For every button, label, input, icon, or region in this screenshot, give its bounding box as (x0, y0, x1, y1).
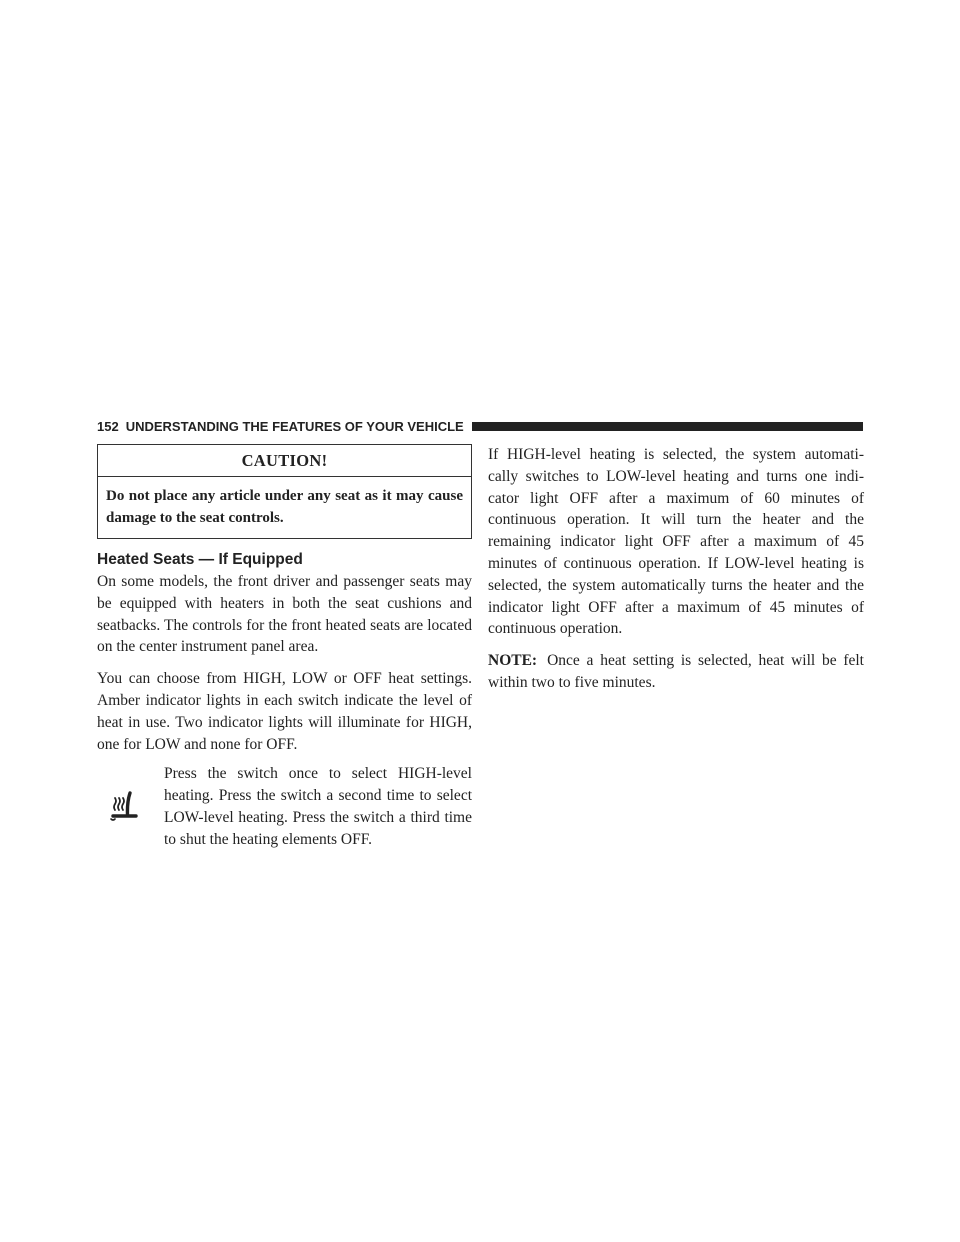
caution-box (97, 444, 472, 539)
caution-body: Do not place any article under any seat as it may cause damage to the seat controls. (106, 488, 463, 526)
switch-instruction-text: Press the switch once to select HIGH-level heating. Press the switch a second time to select LOW-level heating. Press the switch a third time to shut the heating elements OFF. (164, 765, 472, 848)
page-header (97, 418, 863, 434)
caution-title: CAUTION! (98, 445, 471, 477)
heated-seats-paragraph-2: You can choose from HIGH, LOW or OFF heat settings. Amber indicator lights in each switch indicate the level of heat in use. Two indicator lights will illuminate for HIGH, one for LOW and none for OFF. (97, 670, 472, 753)
heated-seats-heading: Heated Seats — If Equipped (97, 551, 303, 568)
heated-seats-paragraph-1: On some models, the front driver and passenger seats may be equipped with heaters in both the seat cushions and seatbacks. The controls for the front heated seats are located on the center instrument panel area. (97, 573, 472, 656)
left-column (97, 444, 472, 851)
heated-seat-icon (97, 777, 164, 837)
header-rule (472, 422, 863, 431)
note-paragraph (488, 650, 864, 694)
section-title: UNDERSTANDING THE FEATURES OF YOUR VEHICLE (125, 418, 464, 434)
note-label: NOTE: (488, 652, 538, 670)
right-column (488, 444, 864, 704)
switch-instruction (97, 763, 472, 850)
right-paragraph-1: If HIGH-level heating is selected, the system automati- cally switches to LOW-level heating and turns one indi- cator light OFF after a maximum of 60 minutes of continuous operation. It will turn the heater and the remaining indicator light OFF after a maximum of 45 minutes of continuous operation. If LOW-level heating is selected, the system automatically turns the heater and the indicator light OFF after a maximum of 45 minutes of continuous operation. (488, 446, 864, 638)
note-text: Once a heat setting is selected, heat will be felt within two to five minutes. (488, 652, 864, 691)
page-number: 152 (97, 418, 119, 434)
